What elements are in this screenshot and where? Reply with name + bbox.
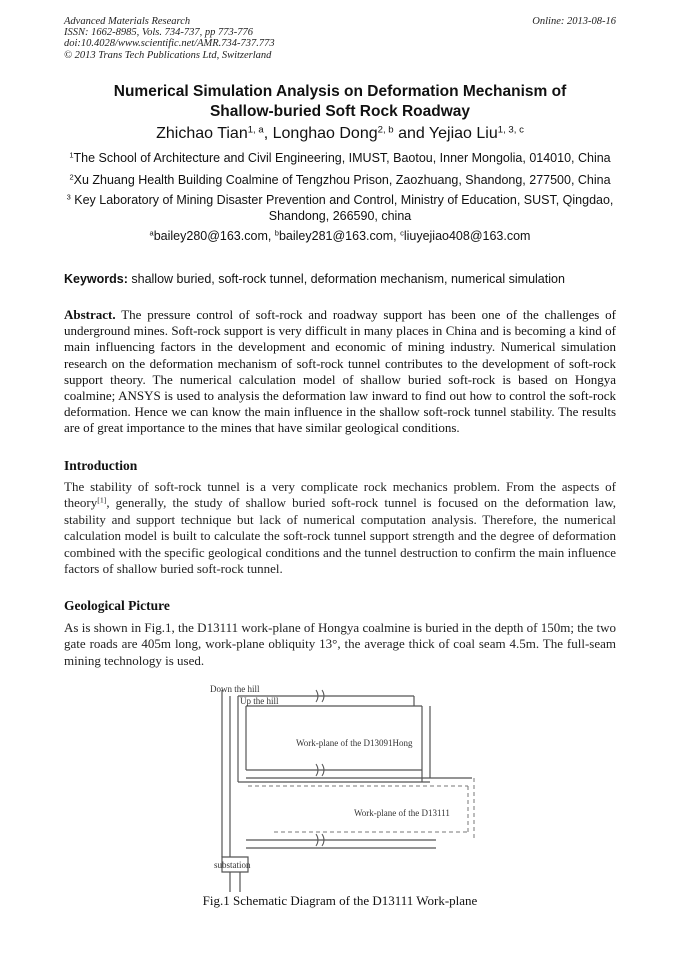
- affiliation-mark: 3: [66, 192, 71, 202]
- paper-title: [64, 82, 616, 122]
- affiliation-2: [64, 173, 616, 189]
- title-line-1: Numerical Simulation Analysis on Deformation Mechanism of: [113, 83, 567, 100]
- keywords: [64, 271, 616, 287]
- intro-text-part: The stability of soft-rock tunnel is a very complicate rock mechanics problem. From the aspects of theory: [64, 479, 616, 511]
- abstract: [64, 307, 616, 437]
- upper-cutoff: [414, 696, 430, 782]
- journal-name: Advanced Materials Research: [64, 16, 191, 27]
- affiliation-1: [64, 151, 616, 167]
- intro-text-part: , generally, the study of shallow buried soft-rock tunnel is focused on the deformation law, stability and support technique but lack of numerical computation analysis. Therefore, the numerical calculation model is built to calculate the soft-rock tunnel support strength and the degree of deformation combined with the specific geological conditions and the tunnel destruction to confirm the main influence factors of shallow buried soft-rock tunnel.: [64, 495, 616, 577]
- substation-leg: [230, 872, 240, 892]
- affiliation-text: Key Laboratory of Mining Disaster Prevention and Control, Ministry of Education, SUST, Qingdao, Shandong, 266590, china: [70, 193, 614, 223]
- label-substation: substation: [214, 860, 251, 870]
- email-address[interactable]: liuyejiao408@163.com: [403, 229, 531, 243]
- label-down-hill: Down the hill: [210, 684, 260, 694]
- citation-ref[interactable]: [1]: [97, 495, 107, 505]
- label-work-plane-d13111: Work-plane of the D13111: [354, 808, 450, 818]
- author-superscript: 1, a: [247, 124, 264, 136]
- affiliation-text: The School of Architecture and Civil Engineering, IMUST, Baotou, Inner Mongolia, 014010, China: [73, 151, 611, 165]
- email-list: [64, 229, 616, 245]
- figure-1-schematic: [204, 682, 484, 900]
- email-address[interactable]: bailey281@163.com,: [278, 229, 401, 243]
- label-up-hill: Up the hill: [240, 696, 279, 706]
- author-name: Zhichao Tian: [156, 125, 248, 142]
- geology-heading: Geological Picture: [64, 598, 170, 613]
- keywords-text: shallow buried, soft-rock tunnel, deformation mechanism, numerical simulation: [127, 272, 565, 286]
- affiliation-mark: 1: [69, 150, 74, 160]
- copyright-line: © 2013 Trans Tech Publications Ltd, Switzerland: [64, 49, 272, 61]
- affiliation-text: Xu Zhuang Health Building Coalmine of Tengzhou Prison, Zaozhuang, Shandong, 277500, China: [73, 173, 611, 187]
- affiliation-3: [64, 193, 616, 224]
- dashed-gate-side: [468, 778, 474, 840]
- abstract-text: The pressure control of soft-rock and roadway support has been one of the challenges of underground mines. Soft-rock support is very difficult in many places in China and is becoming a kind of main influencing factors in the development and economic of mining industry. Numerical simulation research on the deformation mechanism of soft-rock tunnel contributes to the development of soft-rock support theory. The numerical calculation model of shallow buried soft-rock is based on Hongya coalmine; ANSYS is used to analysis the deformation law inward to find out how to control the soft-rock deformation. Hence we can know the main influence in the shallow soft-rock tunnel stability. The results are of great importance to the mines that have similar geological conditions.: [64, 307, 616, 436]
- label-work-plane-hong: Work-plane of the D13091Hong: [296, 738, 413, 748]
- geology-paragraph: As is shown in Fig.1, the D13111 work-plane of Hongya coalmine is buried in the depth of 150m; the two gate roads are 405m long, work-plane obliquity 13°, the average thick of coal seam 4.5m. The full-seam mining technology is used.: [64, 620, 616, 668]
- keywords-label: Keywords:: [64, 272, 128, 286]
- email-mark: b: [274, 228, 279, 238]
- author-name: Yejiao Liu: [428, 125, 498, 142]
- issn-line: ISSN: 1662-8985, Vols. 734-737, pp 773-776: [64, 27, 253, 39]
- author-superscript: 2, b: [377, 124, 394, 136]
- figure-caption: Fig.1 Schematic Diagram of the D13111 Work-plane: [202, 893, 478, 908]
- doi-line: doi:10.4028/www.scientific.net/AMR.734-737.773: [64, 38, 275, 50]
- introduction-paragraph: [64, 479, 616, 577]
- author-separator: ,: [263, 125, 273, 142]
- title-line-2: Shallow-buried Soft Rock Roadway: [209, 103, 471, 120]
- author-separator: and: [393, 125, 429, 142]
- author-list: [64, 124, 616, 144]
- affiliation-mark: 2: [69, 172, 74, 182]
- abstract-label: Abstract.: [64, 307, 116, 322]
- running-header: [64, 16, 616, 61]
- email-address[interactable]: bailey280@163.com,: [153, 229, 275, 243]
- email-mark: c: [400, 228, 404, 238]
- author-superscript: 1, 3, c: [497, 124, 524, 136]
- email-mark: a: [149, 228, 154, 238]
- online-date: Online: 2013-08-16: [532, 16, 616, 27]
- introduction-heading: Introduction: [64, 458, 138, 473]
- author-name: Longhao Dong: [272, 125, 378, 142]
